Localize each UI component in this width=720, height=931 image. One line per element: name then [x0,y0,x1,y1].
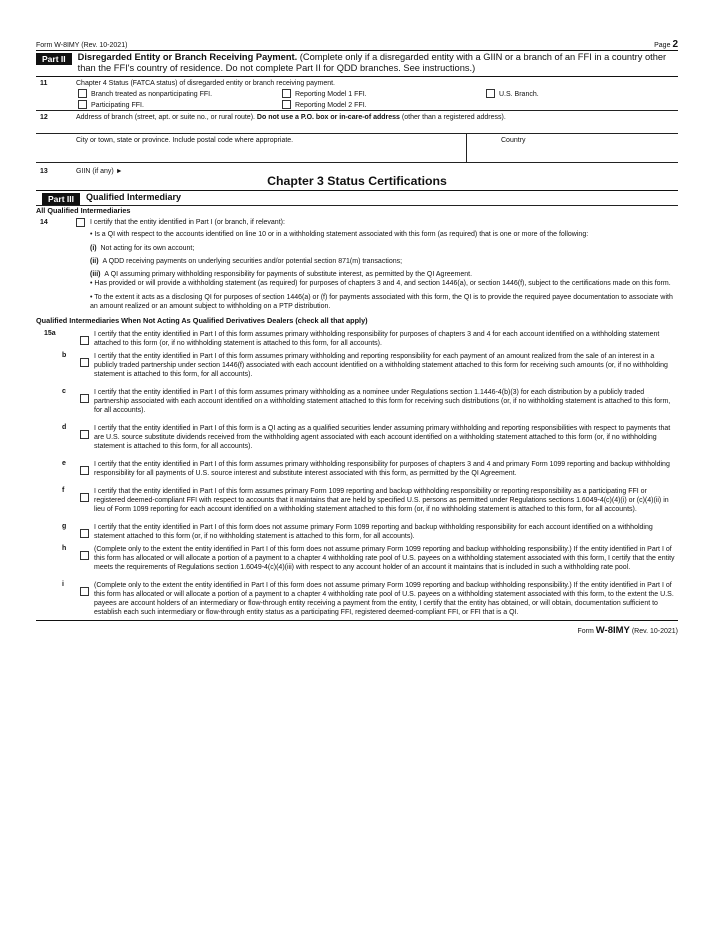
line-12-label [76,113,678,133]
item-text: I certify that the entity identified in Part I of this form is a QI acting as a qualified securities lender assuming primary withholding and reporting responsibilities with respect to payments that are U.S. source substitute dividends received from the withholding agent associated with each account identified on a withholding statement attached to this form (or, if no withholding statement is attached to this form, for all accounts). [94,424,671,450]
country-label: Country [501,136,526,144]
footer-form-id [577,625,678,636]
line-15e [36,460,678,478]
part2-header [36,52,678,75]
line-14-intro: I certify that the entity identified in Part I (or branch, if relevant): [90,219,285,227]
line-14-bullet-3: • To the extent it acts as a disclosing QI for purposes of section 1446(a) or (f) for payments associated with this form, the QI is to provide the required payee documentation to associate with an amount realized or an amount subject to withholding on a PTP distribution. [90,294,673,311]
line-15e-checkbox[interactable] [80,466,89,475]
form-page [36,36,678,636]
line-15c-checkbox[interactable] [80,394,89,403]
item-number: h [62,544,67,552]
city-field[interactable] [76,134,467,162]
line-15b-checkbox[interactable] [80,358,89,367]
item-number: i [62,580,64,588]
option-label: U.S. Branch. [499,90,539,98]
checkbox[interactable] [78,100,87,109]
item-text: I certify that the entity identified in Part I of this form assumes primary withholding responsibility for purposes of chapters 3 and 4 for each account identified on a withholding statement attached to this form (or, if no withholding statement is attached to this form, for all accounts). [94,330,660,347]
option-us-branch[interactable] [486,89,539,99]
line-12-number: 12 [40,113,48,121]
roman-i: (i) [90,245,97,253]
chapter3-title: Chapter 3 Status Certifications [267,173,447,188]
part2-title-rest: (Complete only if a disregarded entity with a GIIN or a branch of an FFI in a country other than the FFI's country of residence. Do not complete Part II for QDD branches. See instructions.) [77,52,667,74]
item-number: g [62,522,67,530]
line-13-number: 13 [40,167,48,175]
part2-title-bold: Disregarded Entity or Branch Receiving Payment. [77,52,298,62]
line-11-number: 11 [40,79,48,87]
item-text: I certify that the entity identified in Part I of this form does not assume primary Form 1099 reporting and backup withholding responsibility for each account identified on a withholding statement attached to this form (or, if no withholding statement is attached to this form, for all accounts). [94,523,653,540]
line-15a-checkbox[interactable] [80,336,89,345]
option-participating-ffi[interactable] [78,100,144,110]
line-14 [36,218,678,227]
line-14-ii [90,257,678,266]
roman-iii: (iii) [90,271,101,279]
giin-label: GIIN (if any) [76,167,114,175]
footer-form-name: W-8IMY [595,624,630,636]
line-14-i-text: Not acting for its own account; [100,245,195,253]
part3-label: Part III [42,193,80,205]
item-text: I certify that the entity identified in Part I of this form assumes primary Form 1099 reporting and backup withholding responsibility or reporting responsibility as a participating FFI or registered deemed-compliant FFI with respect to accounts that it maintains that are held by specified U.S. persons as permitted under Regulations sections 1.6049-4(c)(4)(i) or (c)(4)(ii) in lieu of Form 1099 reporting for each account identified on a withholding statement attached to this form (or, if no withholding statement is attached to this form, for all accounts). [94,487,669,513]
line-15h-checkbox[interactable] [80,551,89,560]
line-14-bullet-2: • Has provided or will provide a withholding statement (as required) for purposes of chapters 3 and 4, and section 1446(a), or section 1446(f), subject to the certifications made on this form. [90,280,671,288]
roman-ii: (ii) [90,258,99,266]
option-reporting-model-1[interactable] [282,89,367,99]
part3-title: Qualified Intermediary [85,191,182,202]
part2-label: Part II [36,53,72,65]
line-14-iii-text: A QI assuming primary withholding responsibility for payments of substitute interest, as permitted by the QI Agreement. [104,271,473,279]
page-header [36,36,678,50]
line-14-i [90,244,678,253]
line-15f-checkbox[interactable] [80,493,89,502]
item-number: f [62,486,65,494]
line-14-bullet-1: • Is a QI with respect to the accounts identified on line 10 or in a withholding statement associated with this form (as required) that is one or more of the following: [90,231,589,239]
checkbox[interactable] [282,100,291,109]
item-number: e [62,459,66,467]
line-11 [36,79,678,88]
item-number: b [62,351,67,359]
item-text: (Complete only to the extent the entity identified in Part I of this form does not assume primary Form 1099 reporting and backup withholding responsibility.) If the entity identified in Part I of this form has allocated or will allocate a portion of a payment to a chapter 4 withholding rate pool of U.S. payees on a withholding statement associated with this form, I certify that the entity meets the requirements of Regulations section 1.6049-4(c)(4)(iii) with respect to any account holder of an account it maintains that is included in such a withholding rate pool. [94,545,675,571]
not-qdd-subheading: Qualified Intermediaries When Not Acting As Qualified Derivatives Dealers (check all that apply) [36,316,368,326]
item-text: (Complete only to the extent the entity identified in Part I of this form does not assume primary Form 1099 reporting and backup withholding responsibility.) If the entity identified in Part I of this form has allocated or will allocate a portion of a payment to a chapter 4 withholding rate pool of U.S. payees on a withholding statement associated with this form, to the extent the U.S. payees are account holders of an intermediary or flow-through entity receiving a payment from the entity, I certify that the entity has obtained, or will obtain, documentation sufficient to establish each such intermediary or flow-through entity status as a participating FFI, registered deemed-compliant FFI, or FFI that is a QI. [94,581,674,616]
item-number: c [62,387,66,395]
page-footer [36,625,678,636]
line-11-label: Chapter 4 Status (FATCA status) of disregarded entity or branch receiving payment. [76,79,335,87]
line-15g-checkbox[interactable] [80,529,89,538]
line-14-checkbox[interactable] [76,218,85,227]
line-15i [36,581,678,617]
page-number-label [654,39,678,50]
all-qi-subheading: All Qualified Intermediaries [36,205,131,215]
page-word: Page [654,42,671,49]
part2-title [78,52,678,75]
part3-header [36,192,678,205]
address-label-tail: (other than a registered address). [399,113,506,121]
item-number: 15a [44,329,56,337]
item-text: I certify that the entity identified in Part I of this form assumes primary withholding as a nominee under Regulations section 1.1446-4(b)(3) for each distribution by a publicly traded partnership associated with each account identified on a withholding statement attached to this form for receiving such distributions (or, if no withholding statement is attached to this form, for all accounts). [94,388,671,414]
city-country-row [36,134,678,162]
option-branch-nonparticipating[interactable] [78,89,212,99]
line-15d-checkbox[interactable] [80,430,89,439]
line-15i-checkbox[interactable] [80,587,89,596]
line-11-options [36,88,678,110]
country-field[interactable] [467,134,678,162]
option-label: Reporting Model 1 FFI. [295,90,367,98]
line-15d [36,424,678,451]
checkbox[interactable] [486,89,495,98]
line-12[interactable] [36,113,678,133]
option-reporting-model-2[interactable] [282,100,367,110]
line-15c [36,388,678,415]
address-label: Address of branch (street, apt. or suite no., or rural route). [76,113,255,121]
option-label: Participating FFI. [91,101,144,109]
line-15g [36,523,678,541]
arrow-right-icon: ► [115,167,123,175]
line-15f [36,487,678,514]
footer-revision: (Rev. 10-2021) [631,627,678,635]
footer-form-word: Form [577,627,594,635]
line-14-iii [90,270,678,279]
item-number: d [62,423,67,431]
item-text: I certify that the entity identified in Part I of this form assumes primary withholding and reporting responsibility for each payment of an amount realized from the sale of an interest in a publicly traded partnership under section 1446(f) associated with each account identified on a withholding statement attached to this form for receiving such amounts (or, if no withholding statement is attached to this form, for all accounts). [94,352,668,378]
line-14-body [90,230,678,311]
option-label: Branch treated as nonparticipating FFI. [91,90,213,98]
line-14-ii-text: A QDD receiving payments on underlying securities and/or potential section 871(m) transactions; [102,258,403,266]
line-15-items [36,330,678,617]
page-number: 2 [672,39,678,50]
line-15h [36,545,678,572]
checkbox[interactable] [282,89,291,98]
item-text: I certify that the entity identified in Part I of this form assumes primary withholding responsibility for purposes of chapters 3 and 4 and primary Form 1099 reporting and backup withholding responsibility for all payments of U.S. source interest and substitute interest associated with this form, as permitted by the QI Agreement. [94,460,670,477]
city-label: City or town, state or province. Include postal code where appropriate. [76,136,294,144]
checkbox[interactable] [78,89,87,98]
line-14-number: 14 [40,219,48,227]
line-15b [36,352,678,379]
address-warning: Do not use a P.O. box or in-care-of address [254,113,400,121]
line-15a [36,330,678,348]
option-label: Reporting Model 2 FFI. [295,101,367,109]
form-reference: Form W-8IMY (Rev. 10-2021) [36,42,128,49]
